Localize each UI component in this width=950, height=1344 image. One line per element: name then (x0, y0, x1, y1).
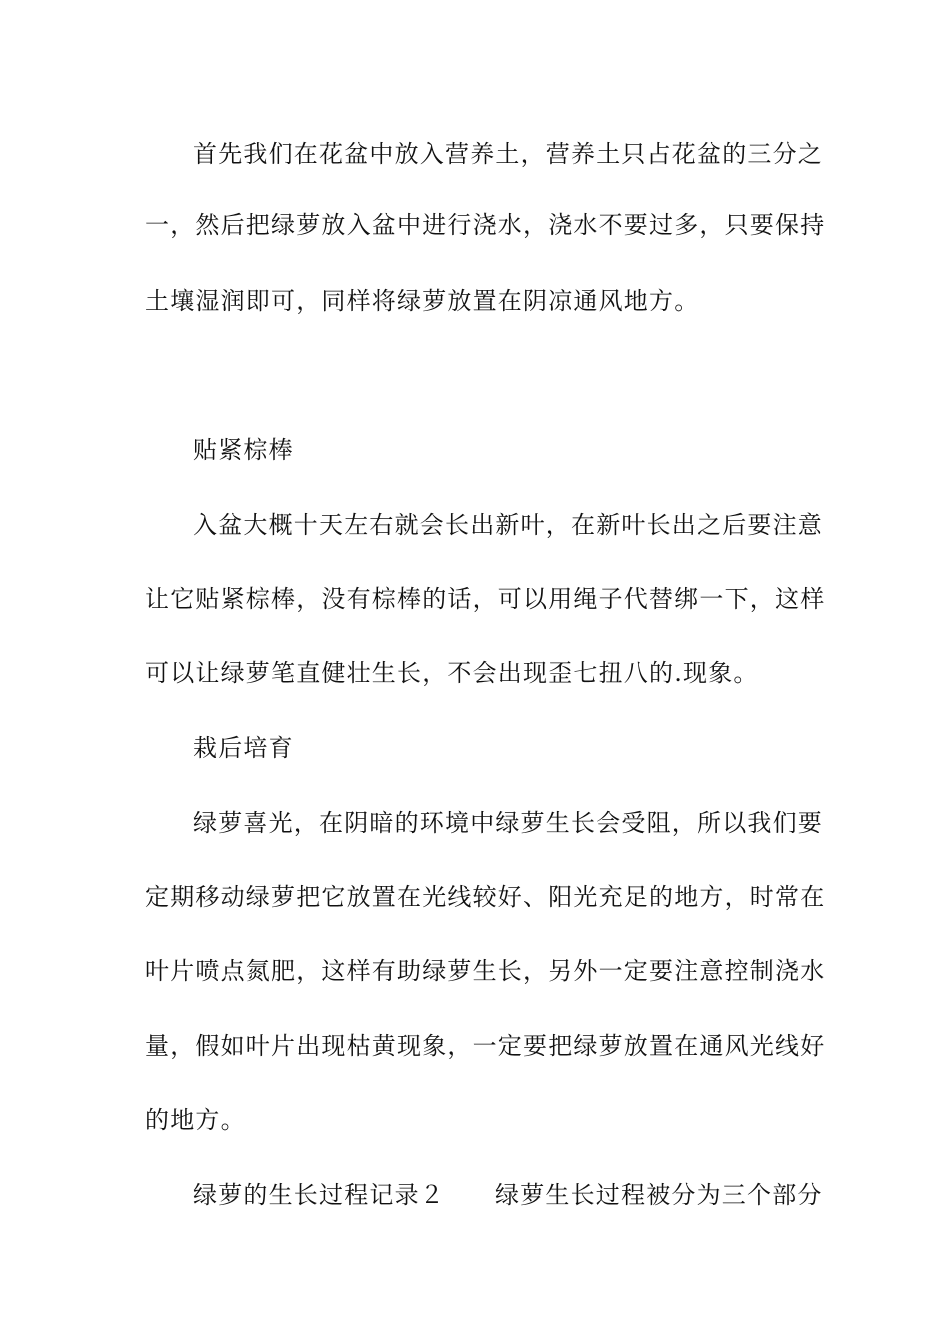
paragraph-line: 一，然后把绿萝放入盆中进行浇水，浇水不要过多，只要保持 (145, 211, 826, 239)
section-heading: 栽后培育 (193, 734, 294, 762)
paragraph-line: 量，假如叶片出现枯黄现象，一定要把绿萝放置在通风光线好 (145, 1032, 826, 1060)
record-title: 绿萝的生长过程记录２ (193, 1181, 445, 1209)
paragraph-line: 首先我们在花盆中放入营养土，营养土只占花盆的三分之 (193, 140, 823, 168)
paragraph-line: 可以让绿萝笔直健壮生长，不会出现歪七扭八的.现象。 (145, 659, 759, 687)
paragraph-line: 土壤湿润即可，同样将绿萝放置在阴凉通风地方。 (145, 287, 700, 315)
record-text: 绿萝生长过程被分为三个部分 (495, 1181, 823, 1209)
section-heading: 贴紧棕棒 (193, 436, 294, 464)
paragraph-line: 入盆大概十天左右就会长出新叶，在新叶长出之后要注意 (193, 511, 823, 539)
paragraph-line: 绿萝喜光，在阴暗的环境中绿萝生长会受阻，所以我们要 (193, 809, 823, 837)
paragraph-line: 让它贴紧棕棒，没有棕棒的话，可以用绳子代替绑一下，这样 (145, 585, 826, 613)
record-line (193, 1180, 823, 1210)
paragraph-line: 的地方。 (145, 1106, 246, 1134)
paragraph-line: 叶片喷点氮肥，这样有助绿萝生长，另外一定要注意控制浇水 (145, 957, 826, 985)
paragraph-line: 定期移动绿萝把它放置在光线较好、阳光充足的地方，时常在 (145, 883, 826, 911)
